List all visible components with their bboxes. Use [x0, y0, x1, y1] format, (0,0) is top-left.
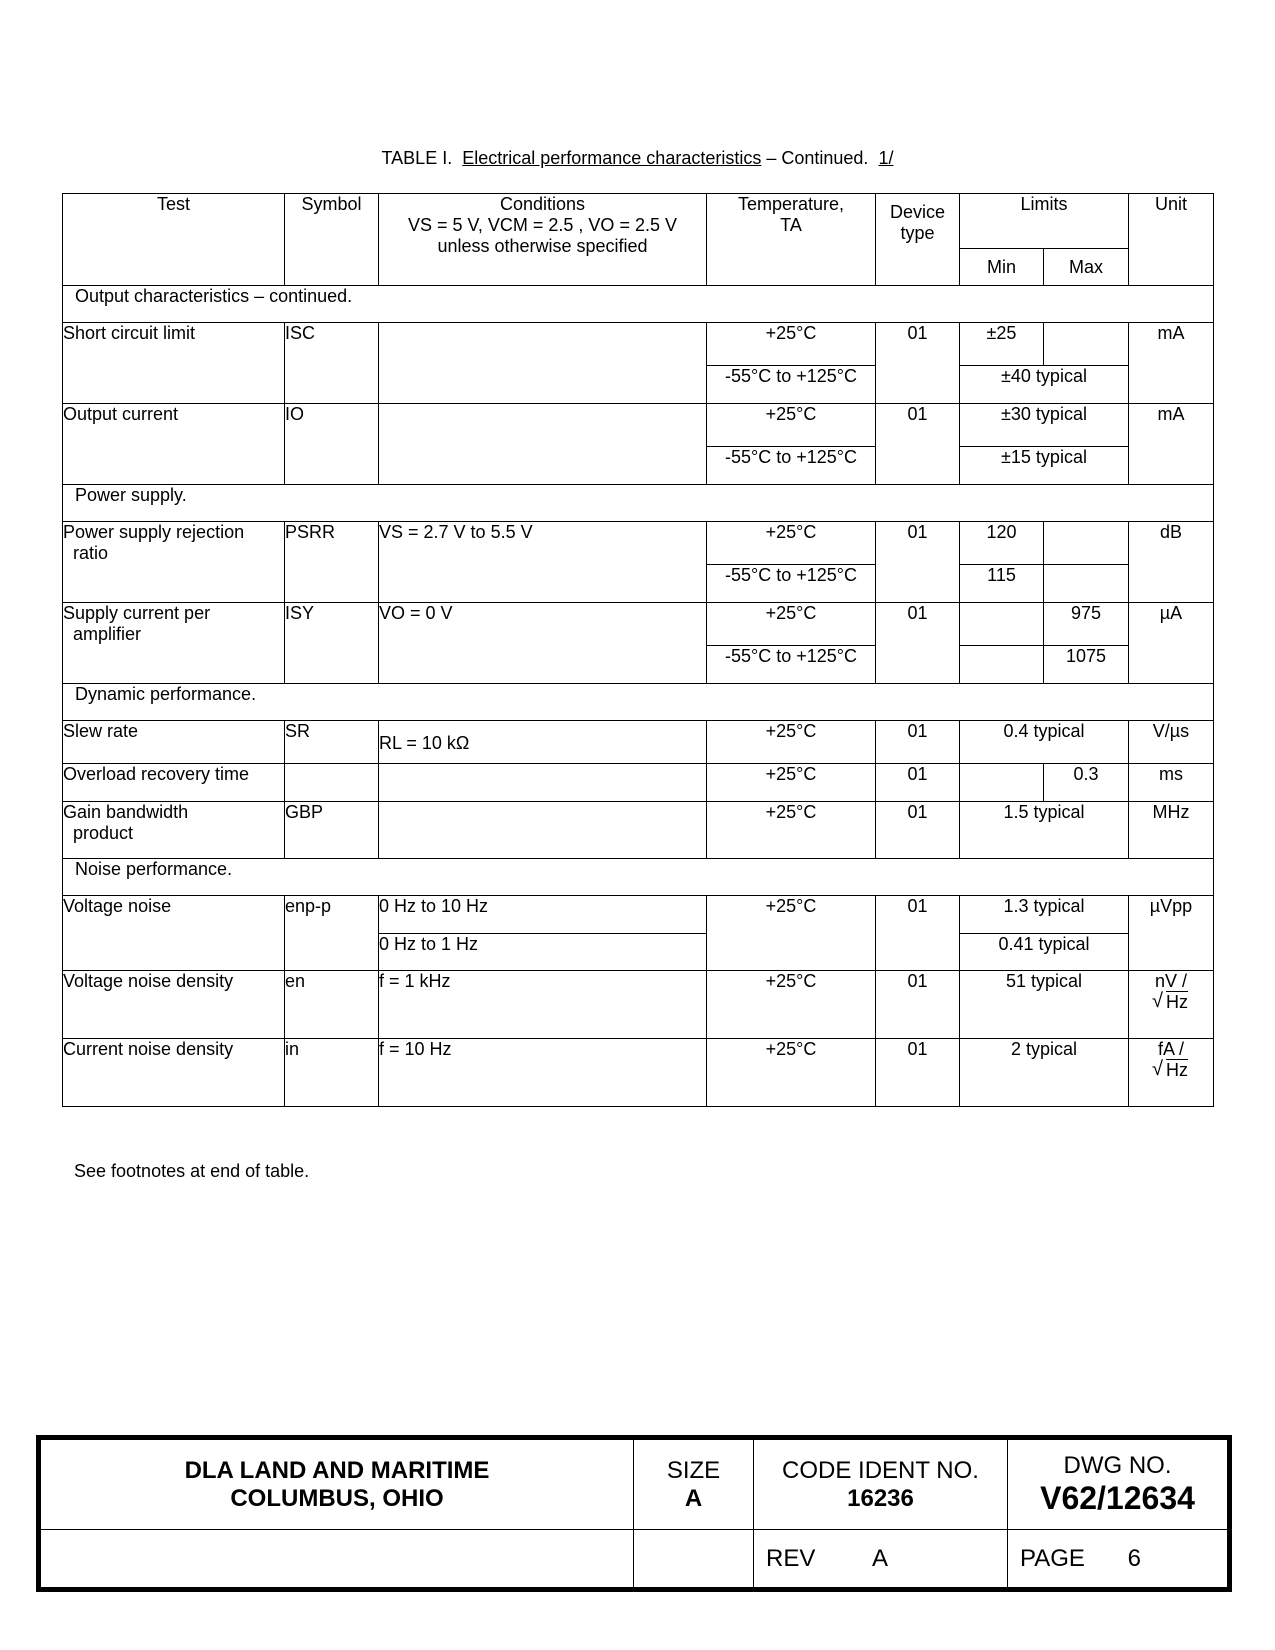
title-block-row: [39, 1530, 1230, 1590]
size-cell: [634, 1438, 754, 1530]
unit: [1129, 1039, 1214, 1107]
unit: mA: [1129, 404, 1214, 485]
limit-typical: ±40 typical: [960, 366, 1129, 404]
limit-max: [1044, 565, 1129, 603]
page-label: PAGE: [1020, 1544, 1085, 1572]
test-name: [63, 802, 285, 859]
test-name-line1: Gain bandwidth: [63, 802, 189, 822]
drawing-number-cell: [1008, 1438, 1230, 1530]
revision-cell: [754, 1530, 1008, 1590]
temperature: -55°C to +125°C: [707, 447, 876, 485]
header-conditions-title: Conditions: [499, 194, 586, 214]
limit-typical: ±30 typical: [960, 404, 1129, 447]
table-caption: [0, 148, 1275, 169]
conditions: 0 Hz to 10 Hz: [379, 896, 707, 934]
device-type: 01: [876, 896, 960, 971]
device-type: 01: [876, 603, 960, 684]
header-device-type: [876, 194, 960, 286]
caption-note: 1/: [878, 148, 894, 168]
limit-min: ±25: [960, 323, 1044, 366]
conditions: [379, 764, 707, 802]
header-conditions: [379, 194, 707, 286]
limit-typical: 51 typical: [960, 971, 1129, 1039]
code-ident-cell: [754, 1438, 1008, 1530]
table-row: [63, 603, 1214, 646]
test-name-line2: ratio: [73, 543, 109, 563]
section-power: Power supply.: [75, 485, 187, 505]
conditions: [379, 404, 707, 485]
caption-title: Electrical performance characteristics: [462, 148, 762, 168]
section-row: [63, 684, 1214, 721]
conditions: f = 1 kHz: [379, 971, 707, 1039]
table-row: [63, 404, 1214, 447]
temperature: +25°C: [707, 764, 876, 802]
header-conditions-vs: VS = 5 V, VCM = 2.5 , VO = 2.5 V: [408, 215, 677, 235]
test-name-line2: amplifier: [73, 624, 142, 644]
title-block-row: [39, 1438, 1230, 1530]
header-min: Min: [960, 249, 1044, 286]
symbol: ISY: [285, 603, 379, 684]
code-ident-label: CODE IDENT NO.: [782, 1456, 979, 1484]
header-symbol: Symbol: [285, 194, 379, 286]
drawing-number-label: DWG NO.: [1063, 1452, 1172, 1479]
test-name: Short circuit limit: [63, 323, 285, 404]
temperature: +25°C: [707, 971, 876, 1039]
table-row: [63, 1039, 1214, 1107]
symbol: en: [285, 971, 379, 1039]
test-name-line2: product: [73, 823, 134, 843]
size-label: SIZE: [666, 1456, 721, 1484]
test-name: Voltage noise density: [63, 971, 285, 1039]
unit-sqrt-hz: Hz: [1166, 1060, 1188, 1080]
organization-location: COLUMBUS, OHIO: [230, 1484, 444, 1512]
device-type: 01: [876, 522, 960, 603]
limit-max: [1044, 323, 1129, 366]
symbol: SR: [285, 721, 379, 764]
temperature: -55°C to +125°C: [707, 565, 876, 603]
header-unit: Unit: [1129, 194, 1214, 286]
symbol: PSRR: [285, 522, 379, 603]
section-dynamic: Dynamic performance.: [75, 684, 257, 704]
conditions: [379, 323, 707, 404]
table-row: [63, 522, 1214, 565]
device-type: 01: [876, 764, 960, 802]
caption-suffix: – Continued.: [766, 148, 869, 168]
symbol: GBP: [285, 802, 379, 859]
revision-label: REV: [766, 1544, 816, 1572]
unit: µVpp: [1129, 896, 1214, 971]
section-row: [63, 485, 1214, 522]
unit: dB: [1129, 522, 1214, 603]
device-type: 01: [876, 404, 960, 485]
limit-typical: 1.5 typical: [960, 802, 1129, 859]
section-row: [63, 286, 1214, 323]
test-name: [63, 603, 285, 684]
conditions: [379, 802, 707, 859]
section-output: Output characteristics – continued.: [75, 286, 353, 306]
table-row: [63, 764, 1214, 802]
limit-max: 975: [1044, 603, 1129, 646]
unit: ms: [1129, 764, 1214, 802]
limit-min: 115: [960, 565, 1044, 603]
test-name: Output current: [63, 404, 285, 485]
limit-typical: ±15 typical: [960, 447, 1129, 485]
table-row: [63, 971, 1214, 1039]
limit-typical: 1.3 typical: [960, 896, 1129, 934]
unit: µA: [1129, 603, 1214, 684]
caption-prefix: TABLE I.: [381, 148, 453, 168]
temperature: +25°C: [707, 522, 876, 565]
header-temperature: [707, 194, 876, 286]
temperature: +25°C: [707, 721, 876, 764]
limit-max: 1075: [1044, 646, 1129, 684]
conditions: f = 10 Hz: [379, 1039, 707, 1107]
empty-cell: [634, 1530, 754, 1590]
section-noise: Noise performance.: [75, 859, 233, 879]
header-device-label: Device: [889, 202, 946, 222]
device-type: 01: [876, 971, 960, 1039]
drawing-number-value: V62/12634: [1040, 1480, 1195, 1516]
test-name: Current noise density: [63, 1039, 285, 1107]
header-max: Max: [1044, 249, 1129, 286]
limit-typical: 0.4 typical: [960, 721, 1129, 764]
temperature: -55°C to +125°C: [707, 646, 876, 684]
revision-value: A: [872, 1544, 889, 1572]
symbol: [285, 764, 379, 802]
temperature: +25°C: [707, 603, 876, 646]
unit: mA: [1129, 323, 1214, 404]
symbol: ISC: [285, 323, 379, 404]
symbol: IO: [285, 404, 379, 485]
header-row: [63, 194, 1214, 249]
header-limits: Limits: [960, 194, 1129, 249]
limit-max: [1044, 522, 1129, 565]
electrical-characteristics-table: [62, 193, 1214, 1107]
section-row: [63, 859, 1214, 896]
test-name: Voltage noise: [63, 896, 285, 971]
page-number: 6: [1127, 1544, 1141, 1572]
device-type: 01: [876, 721, 960, 764]
limit-min: 120: [960, 522, 1044, 565]
temperature: +25°C: [707, 896, 876, 971]
temperature: +25°C: [707, 404, 876, 447]
conditions: VO = 0 V: [379, 603, 707, 684]
table-row: [63, 323, 1214, 366]
limit-min: [960, 764, 1044, 802]
conditions: VS = 2.7 V to 5.5 V: [379, 522, 707, 603]
table-row: [63, 721, 1214, 764]
header-device-label-2: type: [900, 223, 935, 243]
temperature: +25°C: [707, 323, 876, 366]
unit: MHz: [1129, 802, 1214, 859]
organization: [39, 1438, 634, 1530]
symbol: enp-p: [285, 896, 379, 971]
temperature: +25°C: [707, 802, 876, 859]
sqrt-icon: [1154, 992, 1188, 1013]
test-name-line1: Supply current per: [63, 603, 211, 623]
test-name: Slew rate: [63, 721, 285, 764]
footnote: See footnotes at end of table.: [74, 1161, 310, 1181]
table-row: [63, 896, 1214, 934]
code-ident-value: 16236: [847, 1484, 914, 1512]
empty-cell: [39, 1530, 634, 1590]
test-name: Overload recovery time: [63, 764, 285, 802]
limit-max: 0.3: [1044, 764, 1129, 802]
conditions: RL = 10 kΩ: [379, 721, 707, 764]
limit-typical: 2 typical: [960, 1039, 1129, 1107]
unit-numerator: fA /: [1157, 1039, 1184, 1059]
header-test: Test: [63, 194, 285, 286]
header-conditions-note: unless otherwise specified: [437, 236, 648, 256]
title-block: [36, 1435, 1232, 1592]
test-name: [63, 522, 285, 603]
unit: [1129, 971, 1214, 1039]
sqrt-icon: [1154, 1060, 1188, 1081]
size-value: A: [684, 1484, 703, 1512]
limit-min: [960, 646, 1044, 684]
test-name-line1: Power supply rejection: [63, 522, 245, 542]
temperature: -55°C to +125°C: [707, 366, 876, 404]
unit-sqrt-hz: Hz: [1166, 992, 1188, 1012]
table-row: [63, 802, 1214, 859]
device-type: 01: [876, 323, 960, 404]
device-type: 01: [876, 802, 960, 859]
header-temperature-label: Temperature,: [737, 194, 845, 214]
page-cell: [1008, 1530, 1230, 1590]
header-temperature-symbol: TA: [780, 215, 802, 235]
unit: V/µs: [1129, 721, 1214, 764]
symbol: in: [285, 1039, 379, 1107]
device-type: 01: [876, 1039, 960, 1107]
organization-name: DLA LAND AND MARITIME: [184, 1456, 490, 1484]
unit-numerator: nV /: [1154, 971, 1188, 991]
limit-typical: 0.41 typical: [960, 934, 1129, 971]
conditions: 0 Hz to 1 Hz: [379, 934, 707, 971]
temperature: +25°C: [707, 1039, 876, 1107]
limit-min: [960, 603, 1044, 646]
